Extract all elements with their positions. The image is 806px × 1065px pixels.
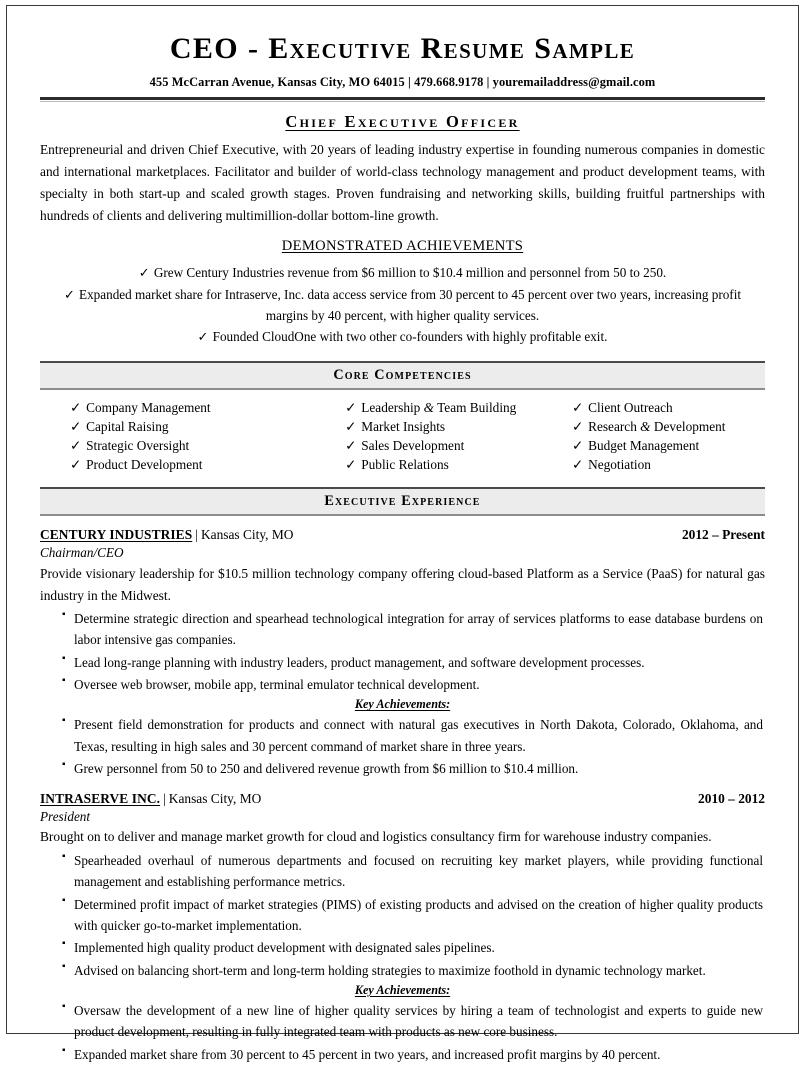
competency-label: Leadership & Team Building (361, 399, 517, 415)
competency-label: Research & Development (588, 418, 726, 434)
job-bullet: ▪ Implemented high quality product development with designated sales pipelines. (40, 937, 765, 958)
competency-item (572, 417, 765, 436)
achievement-item (40, 284, 765, 327)
competency-item (345, 417, 572, 436)
check-icon: ✓ (70, 418, 82, 434)
check-icon: ✓ (345, 399, 357, 415)
job-key-achievements (40, 714, 765, 779)
section-header-executive-experience: Executive Experience (40, 487, 765, 516)
competency-item (70, 436, 345, 455)
resume-content (7, 33, 798, 1065)
core-competencies-grid (40, 398, 765, 475)
competency-label: Client Outreach (588, 399, 673, 415)
competency-item (345, 398, 572, 417)
job-dates: 2010 – 2012 (698, 790, 765, 806)
check-icon: ✓ (345, 437, 357, 453)
check-icon: ✓ (138, 265, 150, 281)
job-bullet: ▪ Determined profit impact of market strategies (PIMS) of existing products and advised on the creation of higher quality products with quicker go-to-market implementation. (40, 894, 765, 937)
job-bullet: ▪ Determine strategic direction and spearhead technological integration for array of services platforms to ease database burdens on labor intensive gas companies. (40, 608, 765, 651)
job-bullet: ▪ Spearheaded overhaul of numerous departments and focused on recruiting key market players, while providing functional management and establishing performance metrics. (40, 850, 765, 893)
job-header (40, 527, 765, 543)
key-achievements-label: Key Achievements: (354, 697, 451, 712)
competency-item (345, 436, 572, 455)
check-icon: ✓ (70, 457, 82, 473)
job-company: INTRASERVE INC. (40, 790, 161, 806)
demonstrated-achievements-title: DEMONSTRATED ACHIEVEMENTS (281, 238, 524, 255)
check-icon: ✓ (70, 437, 82, 453)
job-separator: | (195, 527, 198, 543)
achievement-text: Founded CloudOne with two other co-founders with highly profitable exit. (212, 329, 608, 345)
job-description: Provide visionary leadership for $10.5 million technology company offering cloud-based Platform as a Service (PaaS) for natural gas industry in the Midwest. (40, 566, 765, 603)
competency-item (70, 455, 345, 474)
job-bullet: ▪ Advised on balancing short-term and long-term holding strategies to maximize foothold in dynamic technology market. (40, 960, 765, 981)
profile-summary: Entrepreneurial and driven Chief Executive, with 20 years of leading industry expertise in founding numerous companies in domestic and international marketplaces. Facilitator and builder of world-class technology management and product development teams, with specialty in both start-up and scaled growth stages. Proven fundraising and networking skills, building fruitful partnerships with hundreds of clients and delivering multimillion-dollar bottom-line growth. (40, 142, 765, 223)
competency-column-3 (572, 398, 765, 475)
header-divider (40, 97, 765, 102)
key-achievement-bullet: ▪ Oversaw the development of a new line of higher quality services by hiring a team of technologist and experts to guide new product development, resulting in fully integrated team with products as new core business. (40, 1000, 765, 1043)
job-role: Chairman/CEO (40, 545, 124, 561)
check-icon: ✓ (345, 418, 357, 434)
competency-item (345, 455, 572, 474)
key-achievement-bullet: ▪ Expanded market share from 30 percent to 45 percent in two years, and increased profit margins by 40 percent. (40, 1044, 765, 1065)
competency-label: Product Development (86, 457, 203, 473)
demonstrated-achievements-list (40, 262, 765, 348)
check-icon: ✓ (63, 286, 76, 302)
job-company-location (40, 527, 293, 543)
job-separator: | (163, 790, 166, 806)
competency-item (572, 455, 765, 474)
competency-label: Sales Development (361, 437, 465, 453)
page-title: CEO - Executive Resume Sample (169, 32, 636, 65)
competency-label: Budget Management (588, 437, 700, 453)
job-description: Brought on to deliver and manage market growth for cloud and logistics consultancy firm for warehouse industry companies. (40, 829, 712, 845)
achievement-text: Expanded market share for Intraserve, Inc. data access service from 30 percent to 45 percent over two years, increasing profit margins by 40 percent, with higher quality services. (79, 286, 742, 323)
experience-entry (40, 527, 765, 779)
job-bullets (40, 850, 765, 981)
experience-entry (40, 791, 765, 1065)
competency-item (572, 398, 765, 417)
check-icon: ✓ (571, 457, 584, 473)
competency-label: Capital Raising (86, 418, 169, 434)
ampersand-glyph: & (423, 399, 435, 415)
check-icon: ✓ (345, 457, 357, 473)
profile-headline: Chief Executive Officer (285, 112, 520, 132)
job-company-location (40, 791, 261, 807)
job-location: Kansas City, MO (168, 790, 262, 806)
key-achievements-label: Key Achievements: (354, 983, 451, 998)
check-icon: ✓ (571, 418, 584, 434)
competency-item (70, 398, 345, 417)
competency-label: Company Management (86, 399, 211, 415)
job-header (40, 791, 765, 807)
ampersand-glyph: & (640, 418, 651, 434)
competency-column-2 (345, 398, 572, 475)
check-icon: ✓ (571, 399, 584, 415)
section-header-core-competencies: Core Competencies (40, 361, 765, 390)
competency-column-1 (70, 398, 345, 475)
job-location: Kansas City, MO (200, 527, 294, 543)
job-bullet: ▪ Oversee web browser, mobile app, terminal emulator technical development. (40, 674, 765, 695)
resume-page (6, 5, 799, 1062)
competency-label: Market Insights (361, 418, 446, 434)
competency-label: Public Relations (361, 457, 449, 473)
contact-line: 455 McCarran Avenue, Kansas City, MO 64015 | 479.668.9178 | youremailaddress@gmail.com (149, 75, 656, 90)
job-company: CENTURY INDUSTRIES (40, 527, 193, 543)
achievement-item (40, 262, 765, 283)
competency-item (70, 417, 345, 436)
job-bullet: ▪ Lead long-range planning with industry leaders, product management, and software development processes. (40, 652, 765, 673)
job-key-achievements (40, 1000, 765, 1065)
key-achievement-bullet: ▪ Grew personnel from 50 to 250 and delivered revenue growth from $6 million to $10.4 million. (40, 758, 765, 779)
key-achievement-bullet: ▪ Present field demonstration for products and connect with natural gas executives in North Dakota, Colorado, Oklahoma, and Texas, resulting in high sales and 30 percent command of market share in three years. (40, 714, 765, 757)
check-icon: ✓ (571, 437, 584, 453)
check-icon: ✓ (197, 329, 209, 345)
job-role: President (40, 808, 91, 824)
job-bullets (40, 608, 765, 696)
competency-label: Negotiation (588, 457, 651, 473)
achievement-item (40, 326, 765, 347)
check-icon: ✓ (70, 399, 82, 415)
competency-label: Strategic Oversight (86, 437, 190, 453)
achievement-text: Grew Century Industries revenue from $6 million to $10.4 million and personnel from 50 to 250. (153, 265, 667, 281)
competency-item (572, 436, 765, 455)
job-dates: 2012 – Present (681, 527, 765, 543)
